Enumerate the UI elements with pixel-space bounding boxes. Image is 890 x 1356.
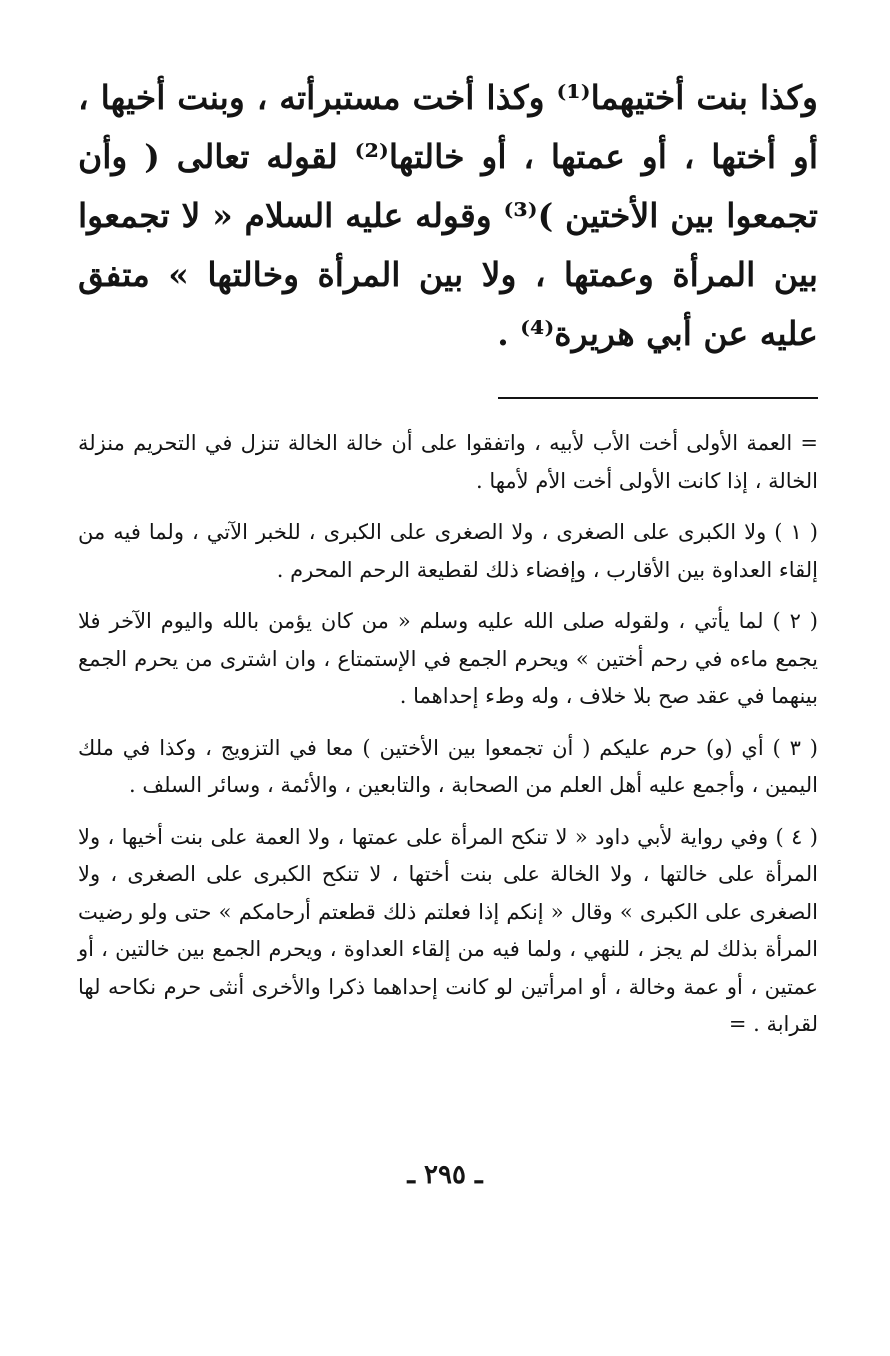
- page-number: ـ ٢٩٥ ـ: [407, 1160, 483, 1190]
- footnotes-section: [78, 425, 818, 1044]
- footnote-2: ( ٢ ) لما يأتي ، ولقوله صلى الله عليه وسلم « من كان يؤمن بالله واليوم الآخر فلا يجمع ماءه في رحم أختين » ويحرم الجمع في الإستمتاع ، وان اشترى من يحرم الجمع بينهما في عقد صح بلا خلاف ، وله وطء إحداهما .: [78, 609, 818, 708]
- footnote-4: ( ٤ ) وفي رواية لأبي داود « لا تنكح المرأة على عمتها ، ولا العمة على بنت أخيها ، ولا المرأة على خالتها ، ولا الخالة على بنت أختها ، لا تنكح الكبرى على الصغرى ، ولا الصغرى على الكبرى » وقال « إنكم إذا فعلتم ذلك قطعتم أرحامكم » حتى ولو رضيت المرأة بذلك لم يجز ، للنهي ، ولما فيه من إلقاء العداوة ، ويحرم الجمع بين خالتين ، أو عمتين ، أو عمة وخالة ، أو امرأتين لو كانت إحداهما ذكرا والأخرى أنثى حرم نكاحه لها لقرابة . =: [78, 824, 818, 1036]
- footnote-continuation: = العمة الأولى أخت الأب لأبيه ، واتفقوا على أن خالة الخالة تنزل في التحريم منزلة الخالة ، إذا كانت الأولى أخت الأم لأمها .: [78, 431, 818, 493]
- main-paragraph: وكذا بنت أختيهما⁽¹⁾ وكذا أخت مستبرأته ، وبنت أخيها ، أو أختها ، أو عمتها ، أو خالتها⁽²⁾ لقوله تعالى ( وأن تجمعوا بين الأختين )⁽³⁾ وقوله عليه السلام « لا تجمعوا بين المرأة وعمتها ، ولا بين المرأة وخالتها » متفق عليه عن أبي هريرة⁽⁴⁾ .: [78, 78, 819, 353]
- book-page: [78, 68, 818, 1058]
- footnote-3: ( ٣ ) أي (و) حرم عليكم ( أن تجمعوا بين الأختين ) معا في التزويج ، وكذا في ملك اليمين ، وأجمع عليه أهل العلم من الصحابة ، والتابعين ، والأئمة ، وسائر السلف .: [78, 735, 818, 797]
- footnote-1: ( ١ ) ولا الكبرى على الصغرى ، ولا الصغرى على الكبرى ، للخبر الآتي ، ولما فيه من إلقاء العداوة بين الأقارب ، وإفضاء ذلك لقطيعة الرحم المحرم .: [78, 520, 818, 582]
- footnote-divider: [498, 397, 818, 399]
